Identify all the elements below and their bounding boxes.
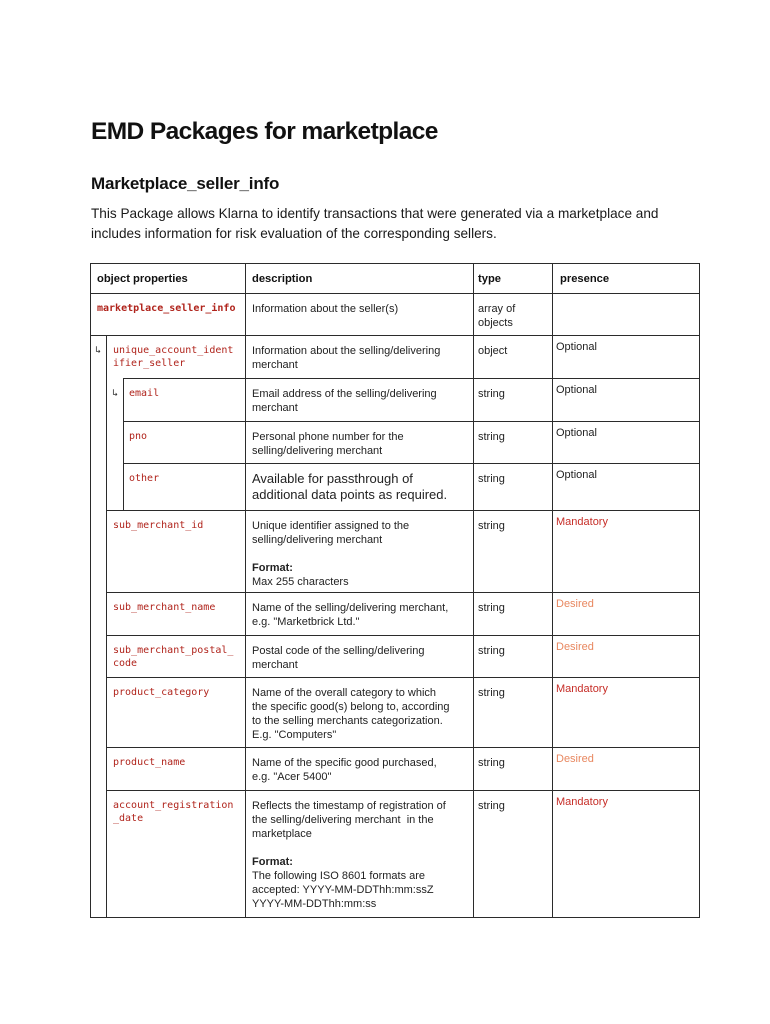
property-name: sub_merchant_id xyxy=(113,520,204,531)
table-rule xyxy=(106,510,700,511)
property-description: Email address of the selling/delivering merchant xyxy=(252,388,437,414)
tree-arrow-icon: ↳ xyxy=(95,345,102,356)
format-label: Format: xyxy=(252,562,293,574)
property-type: string xyxy=(478,602,505,614)
property-type: array of objects xyxy=(478,303,516,329)
property-description: Reflects the timestamp of registration of the selling/delivering merchant in the marketplace xyxy=(252,800,446,840)
intro-paragraph: This Package allows Klarna to identify transactions that were generated via a marketplace and includes information for risk evaluation of the corresponding sellers. xyxy=(91,206,659,241)
table-rule xyxy=(123,463,700,464)
format-text: Max 255 characters xyxy=(252,576,349,588)
properties-table xyxy=(90,263,700,918)
table-rule xyxy=(245,263,246,918)
table-rule xyxy=(90,263,91,918)
table-rule xyxy=(106,335,107,918)
presence-badge: Optional xyxy=(556,427,597,439)
header-object-properties: object properties xyxy=(97,273,188,285)
presence-badge: Mandatory xyxy=(556,796,608,808)
table-rule xyxy=(552,263,553,918)
property-description: Information about the selling/delivering merchant xyxy=(252,345,441,371)
presence-badge: Mandatory xyxy=(556,683,608,695)
presence-badge: Desired xyxy=(556,598,594,610)
property-type: string xyxy=(478,520,505,532)
table-rule xyxy=(106,335,700,336)
table-rule xyxy=(473,263,474,918)
table-rule xyxy=(123,378,124,510)
table-rule xyxy=(699,263,700,918)
table-rule xyxy=(106,747,700,748)
property-name: pno xyxy=(129,431,148,442)
header-type: type xyxy=(478,273,502,285)
presence-badge: Optional xyxy=(556,469,597,481)
property-type: string xyxy=(478,388,505,400)
presence-badge: Desired xyxy=(556,641,594,653)
property-description: Available for passthrough of additional data points as required. xyxy=(252,471,448,502)
section-title: Marketplace_seller_info xyxy=(91,174,280,193)
table-rule xyxy=(106,677,700,678)
presence-badge: Optional xyxy=(556,341,597,353)
property-name: product_category xyxy=(113,687,210,698)
presence-badge: Desired xyxy=(556,753,594,765)
property-name: other xyxy=(129,473,160,484)
presence-badge: Optional xyxy=(556,384,597,396)
property-name: unique_account_ident ifier_seller xyxy=(113,345,234,369)
property-name: product_name xyxy=(113,757,186,768)
table-rule xyxy=(90,917,700,918)
property-description: Name of the overall category to which the specific good(s) belong to, according to the selling merchants categorization. E.g. "Computers" xyxy=(252,687,450,741)
table-rule xyxy=(90,293,700,294)
header-description: description xyxy=(252,273,313,285)
format-text: The following ISO 8601 formats are accepted: YYYY-MM-DDThh:mm:ssZ YYYY-MM-DDThh:mm:ss xyxy=(252,870,434,910)
page-title: EMD Packages for marketplace xyxy=(91,118,438,145)
property-type: string xyxy=(478,473,505,485)
header-presence: presence xyxy=(560,273,610,285)
property-name: sub_merchant_name xyxy=(113,602,216,613)
presence-badge: Mandatory xyxy=(556,516,608,528)
property-type: string xyxy=(478,800,505,812)
property-description: Name of the selling/delivering merchant, e.g. "Marketbrick Ltd." xyxy=(252,602,449,628)
property-type: string xyxy=(478,687,505,699)
property-name: sub_merchant_postal_ code xyxy=(113,645,234,669)
property-description: Postal code of the selling/delivering merchant xyxy=(252,645,425,671)
property-type: string xyxy=(478,431,505,443)
property-name: email xyxy=(129,388,160,399)
property-description: Personal phone number for the selling/delivering merchant xyxy=(252,431,404,457)
tree-arrow-icon: ↳ xyxy=(112,388,119,399)
property-name: account_registration _date xyxy=(113,800,234,824)
property-description: Unique identifier assigned to the selling/delivering merchant xyxy=(252,520,410,546)
property-type: object xyxy=(478,345,508,357)
property-description: Information about the seller(s) xyxy=(252,303,399,315)
property-type: string xyxy=(478,757,505,769)
table-rule xyxy=(123,378,700,379)
table-rule xyxy=(123,421,700,422)
table-rule xyxy=(90,263,700,264)
property-name: marketplace_seller_info xyxy=(97,303,236,314)
table-rule xyxy=(106,635,700,636)
format-label: Format: xyxy=(252,856,293,868)
property-type: string xyxy=(478,645,505,657)
table-rule xyxy=(106,790,700,791)
table-rule xyxy=(106,592,700,593)
property-description: Name of the specific good purchased, e.g. "Acer 5400" xyxy=(252,757,437,783)
